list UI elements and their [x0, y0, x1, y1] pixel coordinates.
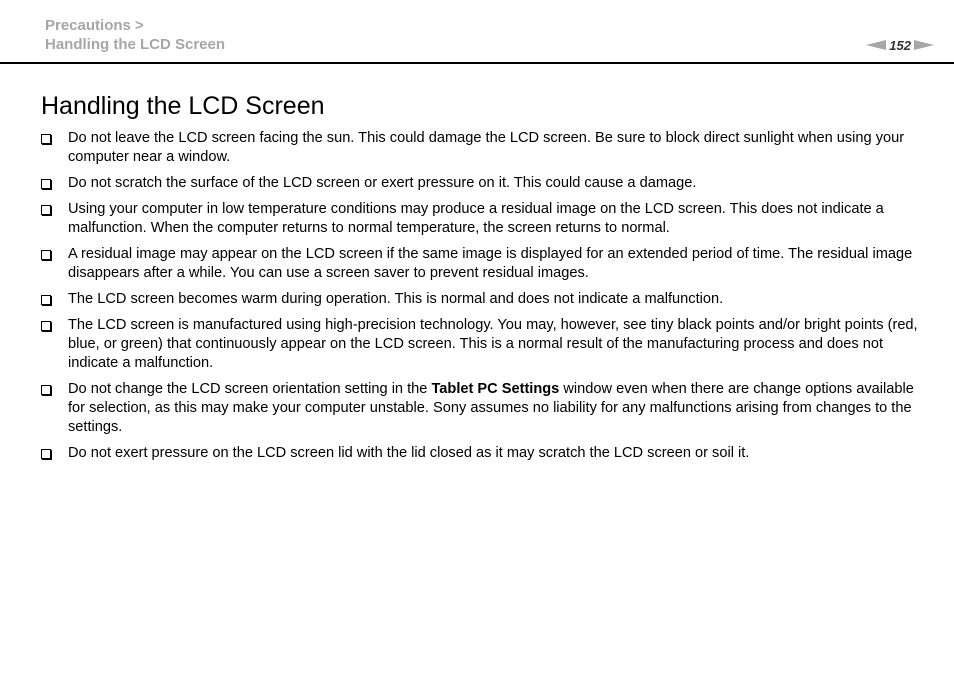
checkbox-bullet-icon: [41, 449, 51, 459]
tablet-pc-settings-label: Tablet PC Settings: [431, 381, 560, 397]
list-item-text: Using your computer in low temperature conditions may produce a residual image on the LCD screen. This does not indicate a malfunction. When the computer returns to normal temperature, the screen returns to normal.: [68, 201, 884, 236]
checkbox-bullet-icon: [41, 205, 51, 215]
list-item-text: [68, 381, 914, 435]
list-item-text: A residual image may appear on the LCD screen if the same image is displayed for an extended period of time. The residual image disappears after a while. You can use a screen saver to prevent residual images.: [68, 246, 913, 281]
page-title: Handling the LCD Screen: [41, 92, 325, 120]
breadcrumb-page[interactable]: Handling the LCD Screen: [45, 36, 226, 53]
page-navigation: [866, 36, 934, 54]
list-item: [41, 174, 921, 193]
page-number: 152: [889, 37, 911, 53]
checkbox-bullet-icon: [41, 321, 51, 331]
arrow-left-icon[interactable]: [866, 40, 886, 50]
list-item: [41, 444, 921, 463]
checkbox-bullet-icon: [41, 179, 51, 189]
checkbox-bullet-icon: [41, 250, 51, 260]
checkbox-bullet-icon: [41, 385, 51, 395]
checkbox-bullet-icon: [41, 295, 51, 305]
list-item-text: The LCD screen is manufactured using high-precision technology. You may, however, see tiny black points and/or bright points (red, blue, or green) that continuously appear on the LCD screen. This is a normal result of the manufacturing process and does not indicate a malfunction.: [68, 317, 918, 371]
list-item: [41, 245, 921, 283]
list-item: [41, 200, 921, 238]
list-item-text-after: window even when there are change options available for selection, as this may make your computer unstable. Sony assumes no liability for any malfunctions arising from changes to the settings.: [68, 381, 914, 435]
list-item-text: Do not scratch the surface of the LCD screen or exert pressure on it. This could cause a damage.: [68, 175, 697, 191]
header-divider: [0, 62, 954, 64]
precautions-list: [41, 129, 921, 470]
checkbox-bullet-icon: [41, 134, 51, 144]
arrow-right-icon[interactable]: [914, 40, 934, 50]
page-header: [0, 0, 954, 64]
list-item: [41, 129, 921, 167]
list-item: [41, 316, 921, 373]
breadcrumb-section[interactable]: Precautions >: [45, 17, 144, 34]
list-item-text: Do not exert pressure on the LCD screen lid with the lid closed as it may scratch the LCD screen or soil it.: [68, 445, 750, 461]
list-item: [41, 380, 921, 437]
list-item-text: The LCD screen becomes warm during operation. This is normal and does not indicate a malfunction.: [68, 291, 724, 307]
breadcrumb: [45, 16, 225, 54]
list-item: [41, 290, 921, 309]
list-item-text: Do not leave the LCD screen facing the sun. This could damage the LCD screen. Be sure to block direct sunlight when using your computer near a window.: [68, 130, 905, 165]
list-item-text-before: Do not change the LCD screen orientation setting in the: [68, 381, 432, 397]
